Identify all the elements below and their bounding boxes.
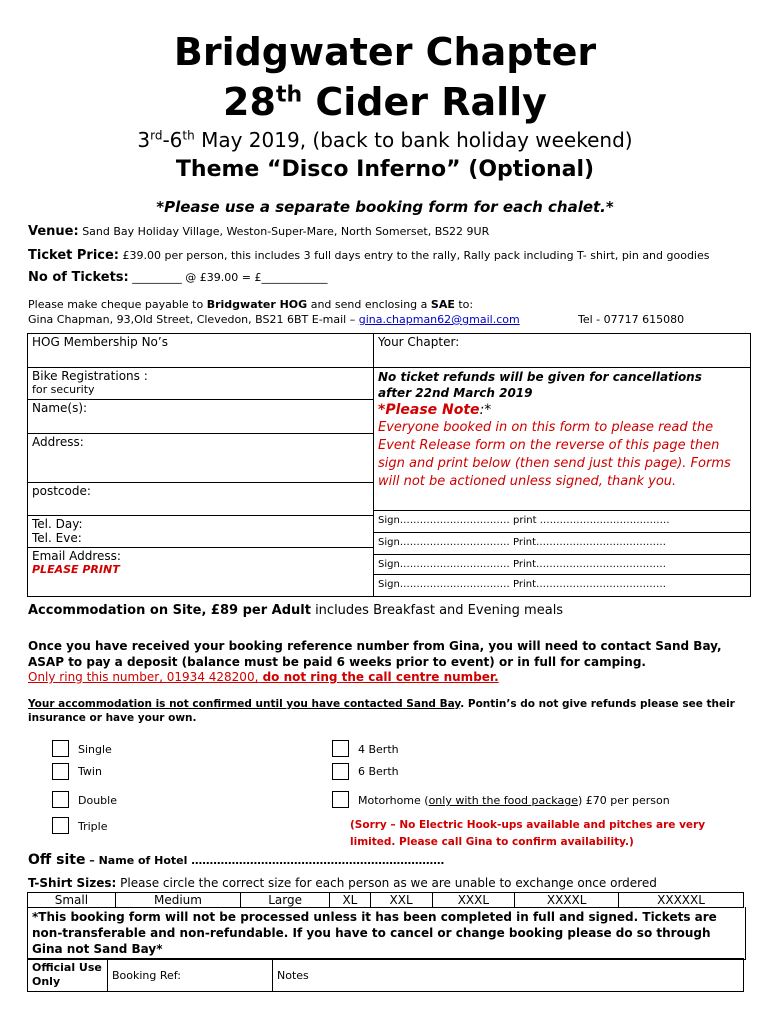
twin-label: Twin (78, 765, 102, 778)
hotel-name-field[interactable]: – Name of Hotel …………………………………………………………… (85, 854, 445, 867)
official-use-table (27, 958, 744, 992)
food-package-note: only with the food package (428, 794, 578, 807)
edition-number: 28 (223, 80, 276, 124)
tshirt-size-table (27, 892, 744, 908)
cheque-text: Please make cheque payable to (28, 298, 207, 311)
ticket-price-line (28, 248, 710, 263)
single-checkbox[interactable] (52, 740, 69, 757)
address-field[interactable] (28, 434, 373, 483)
offsite-label: Off site (28, 852, 86, 868)
end-day-suffix: th (182, 128, 195, 143)
address-label: Address: (32, 435, 84, 449)
right-column (374, 368, 751, 597)
page-title: Bridgwater Chapter (173, 30, 597, 74)
size-xl[interactable]: XL (330, 893, 371, 908)
triple-label: Triple (78, 820, 108, 833)
telephone: Tel - 07717 615080 (578, 313, 685, 326)
postcode-label: postcode: (32, 484, 91, 498)
chapter-cell[interactable] (374, 334, 751, 368)
accommodation-heading (28, 603, 563, 618)
size-small[interactable]: Small (28, 893, 116, 908)
booking-ref-label: Booking Ref: (112, 968, 181, 982)
tickets-value[interactable]: _________ @ £39.00 = £____________ (132, 271, 328, 284)
please-print: PLEASE PRINT (32, 563, 120, 576)
cheque-text-3: to: (454, 298, 474, 311)
sorry-line2: limited. Please call Gina to confirm availability.) (350, 836, 634, 848)
size-medium[interactable]: Medium (115, 893, 240, 908)
triple-checkbox[interactable] (52, 817, 69, 834)
twin-checkbox[interactable] (52, 763, 69, 780)
no-refunds-line2: after 22nd March 2019 (378, 386, 533, 400)
ring-line (28, 670, 499, 684)
sign-row-2[interactable]: Sign…………………………… Print………………………………… (374, 532, 750, 554)
six-berth-checkbox[interactable] (332, 763, 349, 780)
names-label: Name(s): (32, 401, 88, 415)
processing-notice: *This booking form will not be processed unless it has been completed in full and signed. Tickets are non-transferable and non-refundable. If you have to cancel or change booking please do so through Gina not Sand Bay* (27, 907, 746, 960)
tel-day-label: Tel. Day: (32, 517, 83, 531)
telephone-fields[interactable] (28, 516, 373, 548)
accommodation-includes: includes Breakfast and Evening meals (310, 603, 564, 618)
booking-ref-cell[interactable] (108, 959, 273, 992)
venue-value: Sand Bay Holiday Village, Weston-Super-Mare, North Somerset, BS22 9UR (82, 225, 490, 238)
notice-block (374, 368, 750, 510)
notes-label: Notes (277, 968, 309, 982)
booking-form-table (27, 333, 751, 597)
four-berth-label: 4 Berth (358, 743, 399, 756)
sign-row-1[interactable]: Sign…………………………… print ………………………………… (374, 510, 750, 532)
separate-form-note: *Please use a separate booking form for each chalet.* (156, 198, 614, 216)
cheque-text-2: and send enclosing a (307, 298, 431, 311)
single-label: Single (78, 743, 112, 756)
start-day-suffix: rd (150, 128, 163, 143)
motorhome-checkbox[interactable] (332, 791, 349, 808)
double-checkbox[interactable] (52, 791, 69, 808)
motorhome-text: Motorhome ( (358, 794, 429, 807)
ticket-price-value: £39.00 per person, this includes 3 full days entry to the rally, Rally pack including T- shirt, pin and goodies (122, 249, 710, 262)
ring-warning: do not ring the call centre number. (258, 670, 499, 684)
please-note-label: *Please Note (378, 402, 480, 418)
motorhome-label (358, 794, 670, 807)
notes-cell[interactable] (273, 959, 744, 992)
confirmation-notice (28, 697, 748, 725)
security-note: for security (32, 383, 95, 396)
payee: Bridgwater HOG (206, 298, 308, 311)
sorry-line1: (Sorry – No Electric Hook-ups available and pitches are very (350, 819, 706, 831)
dates-rest: May 2019, (back to bank holiday weekend) (194, 128, 633, 152)
ring-number: Only ring this number, 01934 428200, (28, 670, 259, 684)
motorhome-price: ) £70 per person (577, 794, 670, 807)
size-xxxxxl[interactable]: XXXXXL (619, 893, 744, 908)
event-name: Cider Rally (302, 80, 547, 124)
accommodation-price: Accommodation on Site, £89 per Adult (28, 603, 311, 618)
left-column (28, 368, 374, 597)
please-note (378, 401, 746, 419)
tickets-label: No of Tickets: (28, 270, 129, 285)
event-title (0, 80, 770, 124)
pontins-text: . Pontin’s do not give refunds please see their insurance or have your own. (28, 698, 735, 724)
email-field[interactable] (28, 548, 373, 582)
venue-line (28, 224, 489, 239)
bike-reg-label: Bike Registrations : (32, 369, 148, 383)
size-xxxl[interactable]: XXXL (432, 893, 515, 908)
sign-row-4[interactable]: Sign…………………………… Print………………………………… (374, 574, 750, 596)
address-line (28, 313, 520, 326)
offsite-line (28, 852, 444, 868)
six-berth-label: 6 Berth (358, 765, 399, 778)
ticket-price-label: Ticket Price: (28, 248, 119, 263)
double-label: Double (78, 794, 117, 807)
postal-address: Gina Chapman, 93,Old Street, Clevedon, BS21 6BT E-mail – (28, 313, 359, 326)
membership-cell[interactable] (28, 334, 374, 368)
membership-label: HOG Membership No’s (32, 335, 168, 349)
theme: Theme “Disco Inferno” (Optional) (175, 157, 595, 182)
tshirt-line (28, 876, 657, 890)
postcode-field[interactable] (28, 483, 373, 516)
tshirt-label: T-Shirt Sizes: (28, 876, 117, 890)
tshirt-instruction: Please circle the correct size for each person as we are unable to exchange once ordered (116, 876, 657, 890)
cheque-line (28, 298, 473, 311)
sign-row-3[interactable]: Sign…………………………… Print………………………………… (374, 554, 750, 574)
bike-reg-field[interactable] (28, 368, 373, 400)
size-xxl[interactable]: XXL (370, 893, 432, 908)
start-day: 3 (137, 128, 151, 152)
release-form-note: Everyone booked in on this form to please read the Event Release form on the reverse of this page then sign and print below (then send just this page). Forms will not be actioned unless signed, thank you. (378, 420, 731, 489)
size-large[interactable]: Large (241, 893, 330, 908)
end-day: -6 (162, 128, 183, 152)
event-dates (0, 128, 770, 152)
no-refunds-line1: No ticket refunds will be given for cancellations (378, 370, 702, 384)
not-confirmed-text: Your accommodation is not confirmed until you have contacted Sand Bay (28, 698, 461, 710)
tel-eve-label: Tel. Eve: (32, 531, 82, 545)
size-xxxxl[interactable]: XXXXL (515, 893, 619, 908)
please-note-tail: :* (479, 402, 492, 418)
tickets-line (28, 270, 327, 285)
venue-label: Venue: (28, 224, 79, 239)
sae: SAE (430, 298, 455, 311)
names-field[interactable] (28, 400, 373, 434)
reference-instructions: Once you have received your booking reference number from Gina, you will need to contact Sand Bay, ASAP to pay a deposit (balance must be paid 6 weeks prior to event) or in full for camping. (28, 639, 722, 669)
edition-suffix: th (275, 82, 303, 108)
chapter-label: Your Chapter: (378, 335, 460, 349)
official-use-label: Official Use Only (28, 959, 108, 992)
email-link[interactable]: gina.chapman62@gmail.com (358, 313, 520, 326)
email-label: Email Address: (32, 549, 121, 563)
four-berth-checkbox[interactable] (332, 740, 349, 757)
